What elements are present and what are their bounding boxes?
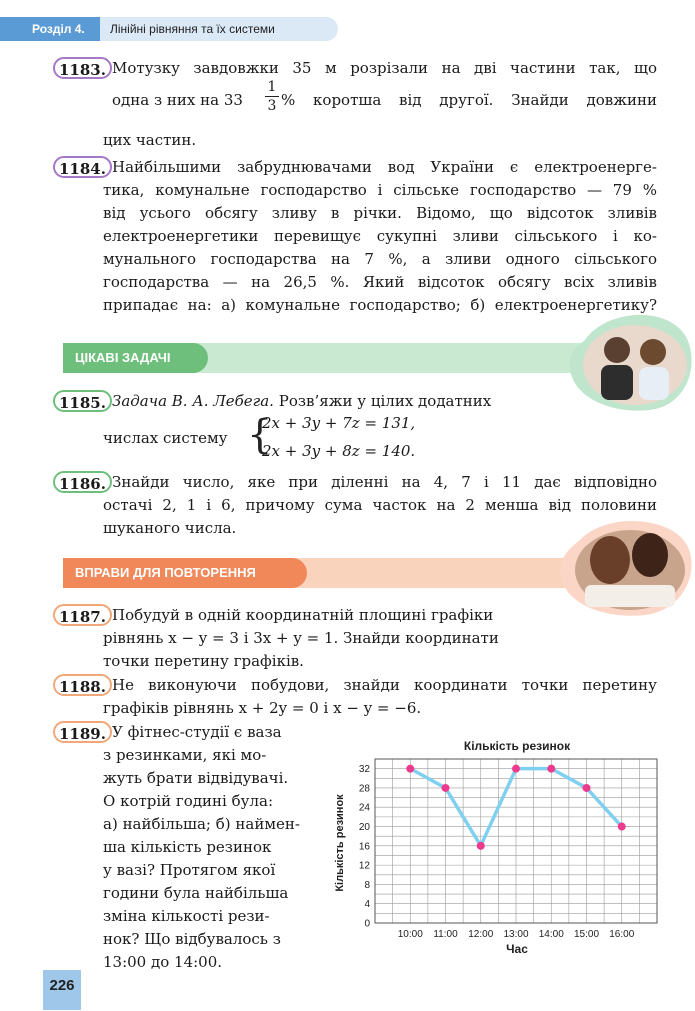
- y-tick-label: 16: [358, 841, 370, 853]
- problem-1189-line: з резинками, які мо-: [103, 746, 267, 764]
- y-tick-label: 0: [364, 918, 370, 930]
- data-point: [477, 842, 485, 850]
- chart-y-label: Кількість резинок: [334, 794, 346, 892]
- y-tick-label: 28: [358, 783, 370, 795]
- problem-1189-line: зміна кількості рези-: [103, 907, 270, 925]
- problem-1183-line-2a: одна з них на 33: [112, 91, 243, 109]
- problem-1187-line: Побудуй в одній координатній площині графіки: [112, 606, 494, 624]
- problem-1187-line: рівнянь x − y = 3 і 3x + y = 1. Знайди координати: [103, 629, 499, 647]
- x-tick-label: 14:00: [538, 929, 564, 940]
- problem-1189-line: а) найбільша; б) наймен-: [103, 815, 300, 833]
- problem-1188-line: графіків рівнянь x + 2y = 0 і x − y = −6.: [103, 699, 422, 717]
- problem-1184-line: від усього обсягу зливу в річки. Відомо, що відсоток зливів: [103, 204, 657, 222]
- rubber-bands-chart: [325, 735, 670, 965]
- chart-grid: [375, 759, 657, 923]
- data-point: [618, 823, 626, 831]
- problem-number-1184: 1184.: [53, 156, 112, 178]
- problem-1188-line: Не виконуючи побудови, знайди координати точки перетину: [112, 676, 657, 694]
- problem-1184-line: мунального господарства на 7 %, а зливи одного сільського: [103, 250, 657, 268]
- problem-number-1188: 1188.: [53, 674, 112, 696]
- data-point: [547, 765, 555, 773]
- problem-1189-line: 13:00 до 14:00.: [103, 953, 223, 971]
- fraction-numerator: 1: [265, 78, 279, 97]
- problem-1186-line: шуканого числа.: [103, 519, 237, 537]
- data-point: [442, 784, 450, 792]
- problem-1185-line-2: числах систему: [103, 429, 228, 447]
- problem-number-1185: 1185.: [53, 390, 112, 412]
- problem-1185-line-1: [112, 391, 491, 411]
- problem-1189-line: жуть брати відвідувачі.: [103, 769, 289, 787]
- y-tick-label: 8: [364, 879, 370, 891]
- students-photo: [565, 310, 695, 415]
- equation-1: 2x + 3y + 7z = 131,: [262, 414, 416, 432]
- problem-1187-line: точки перетину графіків.: [103, 652, 304, 670]
- x-tick-label: 16:00: [609, 929, 635, 940]
- y-tick-label: 20: [358, 822, 370, 834]
- y-tick-label: 12: [358, 860, 370, 872]
- problem-number-1187: 1187.: [53, 604, 112, 626]
- chart-y-ticks: [359, 764, 371, 929]
- problem-1184-line: тика, комунальне господарство і сільське господарство — 79 %: [103, 181, 657, 199]
- problem-1189-line: у вазі? Протягом якої: [103, 861, 276, 879]
- equation-2: 2x + 3y + 8z = 140.: [262, 442, 416, 460]
- problem-1189-line: ша кількість резинок: [103, 838, 272, 856]
- data-point: [406, 765, 414, 773]
- y-tick-label: 4: [364, 899, 370, 911]
- problem-1189-line: нок? Що відбувалось з: [103, 930, 281, 948]
- problem-1184-line: Найбільшими забруднювачами вод України є електроенерге-: [112, 158, 657, 176]
- girls-reading-photo: [555, 515, 695, 620]
- chapter-title: Лінійні рівняння та їх системи: [100, 17, 338, 41]
- data-point: [512, 765, 520, 773]
- x-tick-label: 15:00: [573, 929, 600, 940]
- problem-1186-line: остачі 2, 1 і 6, причому сума часток на 2 менша від половини: [103, 496, 657, 514]
- problem-number-1186: 1186.: [53, 471, 112, 493]
- problem-1185-title: Задача В. А. Лебега.: [112, 392, 274, 410]
- chart-x-label: Час: [506, 942, 528, 956]
- problem-1186-line: Знайди число, яке при діленні на 4, 7 і 11 дає відповідно: [112, 473, 657, 491]
- problem-number-1183: 1183.: [53, 57, 112, 79]
- chapter-header: [0, 17, 338, 41]
- section-label: Розділ 4.: [0, 17, 100, 41]
- y-tick-label: 24: [358, 802, 370, 814]
- system-brace: {: [247, 412, 273, 458]
- problem-1184-line: припадає на: а) комунальне господарство; б) електроенергетику?: [103, 296, 657, 314]
- problem-1183-line-2b: % коротша від другої. Знайди довжини: [281, 91, 657, 109]
- data-point: [583, 784, 591, 792]
- problem-1189-line: години була найбільша: [103, 884, 289, 902]
- banner-interesting: ЦІКАВІ ЗАДАЧІ: [63, 343, 208, 373]
- x-tick-label: 11:00: [433, 929, 458, 940]
- fraction-denominator: 3: [267, 98, 277, 114]
- problem-1185-text: Розв’яжи у цілих додатних: [273, 392, 492, 410]
- page-number: 226: [43, 970, 81, 1010]
- x-tick-label: 10:00: [397, 929, 423, 940]
- x-tick-label: 13:00: [503, 929, 529, 940]
- problem-1184-line: електроенергетики перевищує сукупні зливи сільського і ко-: [103, 227, 657, 245]
- fraction: [265, 78, 279, 115]
- problem-1189-line: О котрій годині була:: [103, 792, 274, 810]
- x-tick-label: 12:00: [468, 929, 494, 940]
- problem-1183-line-3: цих частин.: [103, 131, 197, 149]
- problem-1189-line: У фітнес-студії є ваза: [112, 723, 282, 741]
- problem-1184-line: господарства — на 26,5 %. Який відсоток обсягу всіх зливів: [103, 273, 657, 291]
- chart-x-ticks: [398, 929, 635, 940]
- banner-review: ВПРАВИ ДЛЯ ПОВТОРЕННЯ: [63, 558, 307, 588]
- y-tick-label: 32: [358, 764, 370, 776]
- problem-1183-line-1: Мотузку завдовжки 35 м розрізали на дві частини так, що: [112, 59, 657, 77]
- chart-title: Кількість резинок: [463, 739, 571, 753]
- problem-number-1189: 1189.: [53, 721, 112, 743]
